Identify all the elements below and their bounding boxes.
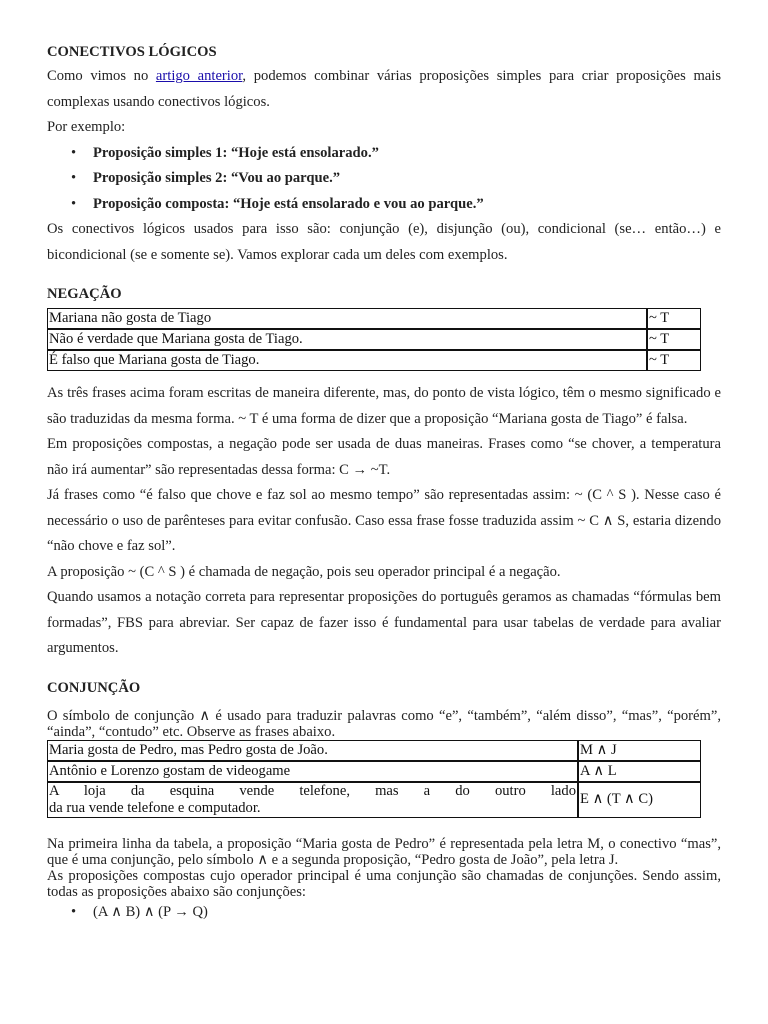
intro-text-end: , podemos combinar várias proposições simples para criar proposições mais complexas usando conectivos lógicos. [47, 68, 722, 110]
table-row [47, 329, 701, 350]
table-cell-line: A loja da esquina vende telefone, mas a do outro lado [49, 782, 576, 799]
previous-article-link[interactable]: artigo anterior [155, 68, 243, 84]
table-row [47, 350, 701, 371]
table-cell [47, 782, 578, 818]
table-cell: Mariana não gosta de Tiago [47, 308, 647, 329]
conjunction-intro: O símbolo de conjunção ∧ é usado para traduzir palavras como “e”, “também”, “além disso”, “mas”, “porém”, “ainda”, “contudo” etc. Observe as frases abaixo. [47, 707, 721, 740]
conjunction-list [47, 900, 721, 924]
table-row [47, 761, 701, 782]
table-cell-formula: ~ T [647, 329, 701, 350]
table-cell-formula: ~ T [647, 350, 701, 371]
negation-paragraph: Em proposições compostas, a negação pode ser usada de duas maneiras. Frases como “se chover, a temperatura não irá aumentar” são representadas dessa forma: C → ~T. [47, 436, 721, 478]
title-heading: CONECTIVOS LÓGICOS [47, 44, 217, 60]
table-cell: Maria gosta de Pedro, mas Pedro gosta de João. [47, 740, 578, 761]
conjunction-heading: CONJUNÇÃO [47, 679, 141, 696]
list-item: • (A ∧ B) ∧ (P → Q) [93, 900, 721, 924]
table-row [47, 740, 701, 761]
table-cell: É falso que Mariana gosta de Tiago. [47, 350, 647, 371]
table-cell: Antônio e Lorenzo gostam de videogame [47, 761, 578, 782]
conjunction-table [47, 740, 701, 818]
example-label: Por exemplo: [47, 119, 126, 135]
table-cell-formula: A ∧ L [578, 761, 701, 782]
conjunction-paragraph: Na primeira linha da tabela, a proposição “Maria gosta de Pedro” é representada pela letra M, o conectivo “mas”, que é uma conjunção, pelo símbolo ∧ e a segunda proposição, “Pedro gosta de João”, pela letra J. [47, 835, 721, 868]
table-row [47, 308, 701, 329]
table-cell-line: da rua vende telefone e computador. [49, 799, 261, 816]
list-item: • Proposição composta: “Hoje está ensolarado e vou ao parque.” [93, 192, 721, 218]
table-cell: Não é verdade que Mariana gosta de Tiago. [47, 329, 647, 350]
list-item: • Proposição simples 1: “Hoje está ensolarado.” [93, 141, 721, 167]
intro-text-start: Como vimos no [47, 68, 156, 84]
document-page [47, 40, 721, 924]
table-cell-formula: ~ T [647, 308, 701, 329]
table-cell-formula: E ∧ (T ∧ C) [578, 782, 701, 818]
table-row [47, 782, 701, 818]
table-cell-formula: M ∧ J [578, 740, 701, 761]
negation-paragraph: Quando usamos a notação correta para representar proposições do português geramos as chamadas “fórmulas bem formadas”, FBS para abreviar. Ser capaz de fazer isso é fundamental para usar tabelas de verdade para avaliar argumentos. [47, 589, 721, 656]
negation-heading: NEGAÇÃO [47, 286, 122, 302]
negation-paragraph: As três frases acima foram escritas de maneira diferente, mas, do ponto de vista lógico, têm o mesmo significado e são traduzidas da mesma forma. ~ T é uma forma de dizer que a proposição “Mariana gosta de Tiago” é falsa. [47, 385, 721, 427]
list-item: • Proposição simples 2: “Vou ao parque.” [93, 166, 721, 192]
negation-paragraph: A proposição ~ (C ^ S ) é chamada de negação, pois seu operador principal é a negação. [47, 563, 561, 580]
conjunction-paragraph: As proposições compostas cujo operador principal é uma conjunção são chamadas de conjunções. Sendo assim, todas as proposições abaixo são conjunções: [47, 867, 721, 900]
negation-paragraph: Já frases como “é falso que chove e faz sol ao mesmo tempo” são representadas assim: ~ (C ^ S ). Nesse caso é necessário o uso de parênteses para evitar confusão. Caso essa frase fosse traduzida assim ~ C ∧ S, estaria dizendo “não chove e faz sol”. [47, 487, 721, 554]
negation-table [47, 308, 701, 371]
intro-paragraph [47, 64, 721, 115]
example-list [47, 141, 721, 218]
connectives-paragraph: Os conectivos lógicos usados para isso são: conjunção (e), disjunção (ou), condicional (se… então…) e bicondicional (se e somente se). Vamos explorar cada um deles com exemplos. [47, 221, 721, 263]
